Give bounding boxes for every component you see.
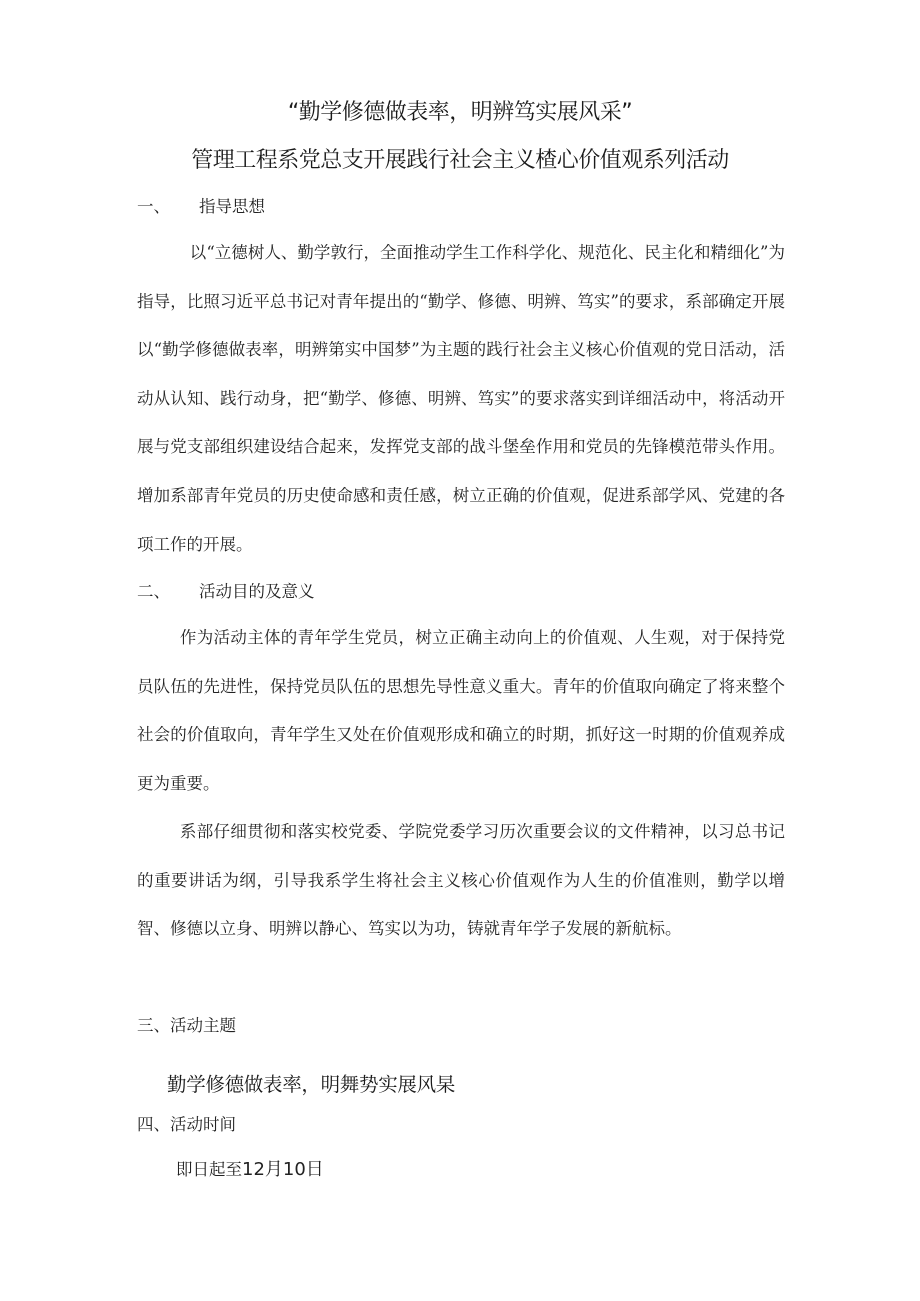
time-date: 12月10日 [242,1159,324,1180]
paragraph-guiding: 以“立德树人、勤学敦行，全面推动学生工作科学化、规范化、民主化和精细化”为指导，比照习近平总书记对青年提出的“勤学、修德、明辨、笃实”的要求，系部确定开展以“勤学修德做表率，明辨第实中国梦”为主题的践行社会主义核心价值观的党日活动，活动从认知、践行动身，把“勤学、修德、明辨、笃实”的要求落实到详细活动中，将活动开展与党支部组织建设结合起来，发挥党支部的战斗堡垒作用和党员的先锋模范带头作用。增加系部青年党员的历史使命感和责任感，树立正确的价值观，促进系部学风、党建的各项工作的开展。 [137,243,785,554]
section-number: 四、 [137,1115,170,1134]
section-title: 活动时间 [170,1115,236,1134]
section-number: 一、 [137,197,170,216]
activity-time [176,1155,324,1181]
paragraph-purpose-1: 作为活动主体的青年学生党员，树立正确主动向上的价值观、人生观，对于保持党员队伍的先进性，保持党员队伍的思想先导性意义重大。青年的价值取向确定了将来整个社会的价值取向，青年学生又处在价值观形成和确立的时期，抓好这一时期的价值观养成更为重要。 [137,628,785,793]
section-title: 活动目的及意义 [199,582,315,601]
section-heading-1 [137,193,265,217]
document-title: “勤学修德做表率，明辨笃实展风采” [287,100,633,125]
section-title: 活动主题 [170,1016,236,1035]
section-heading-2 [137,578,315,602]
time-prefix: 即日起至 [176,1160,242,1179]
section-title: 指导思想 [199,197,265,216]
section-heading-4 [137,1111,236,1135]
paragraph-purpose-2: 系部仔细贯彻和落实校党委、学院党委学习历次重要会议的文件精神，以习总书记的重要讲话为纲，引导我系学生将社会主义核心价值观作为人生的价值准则，勤学以增智、修德以立身、明辨以静心、笃实以为功，铸就青年学子发展的新航标。 [137,822,785,939]
section-heading-3 [137,1012,236,1036]
section-number: 三、 [137,1016,170,1035]
document-subtitle: 管理工程系党总支开展践行社会主义楂心价值观系列活动 [191,148,729,173]
activity-theme: 勤学修德做表率，明舞势实展风杲 [167,1073,456,1096]
section-number: 二、 [137,582,170,601]
